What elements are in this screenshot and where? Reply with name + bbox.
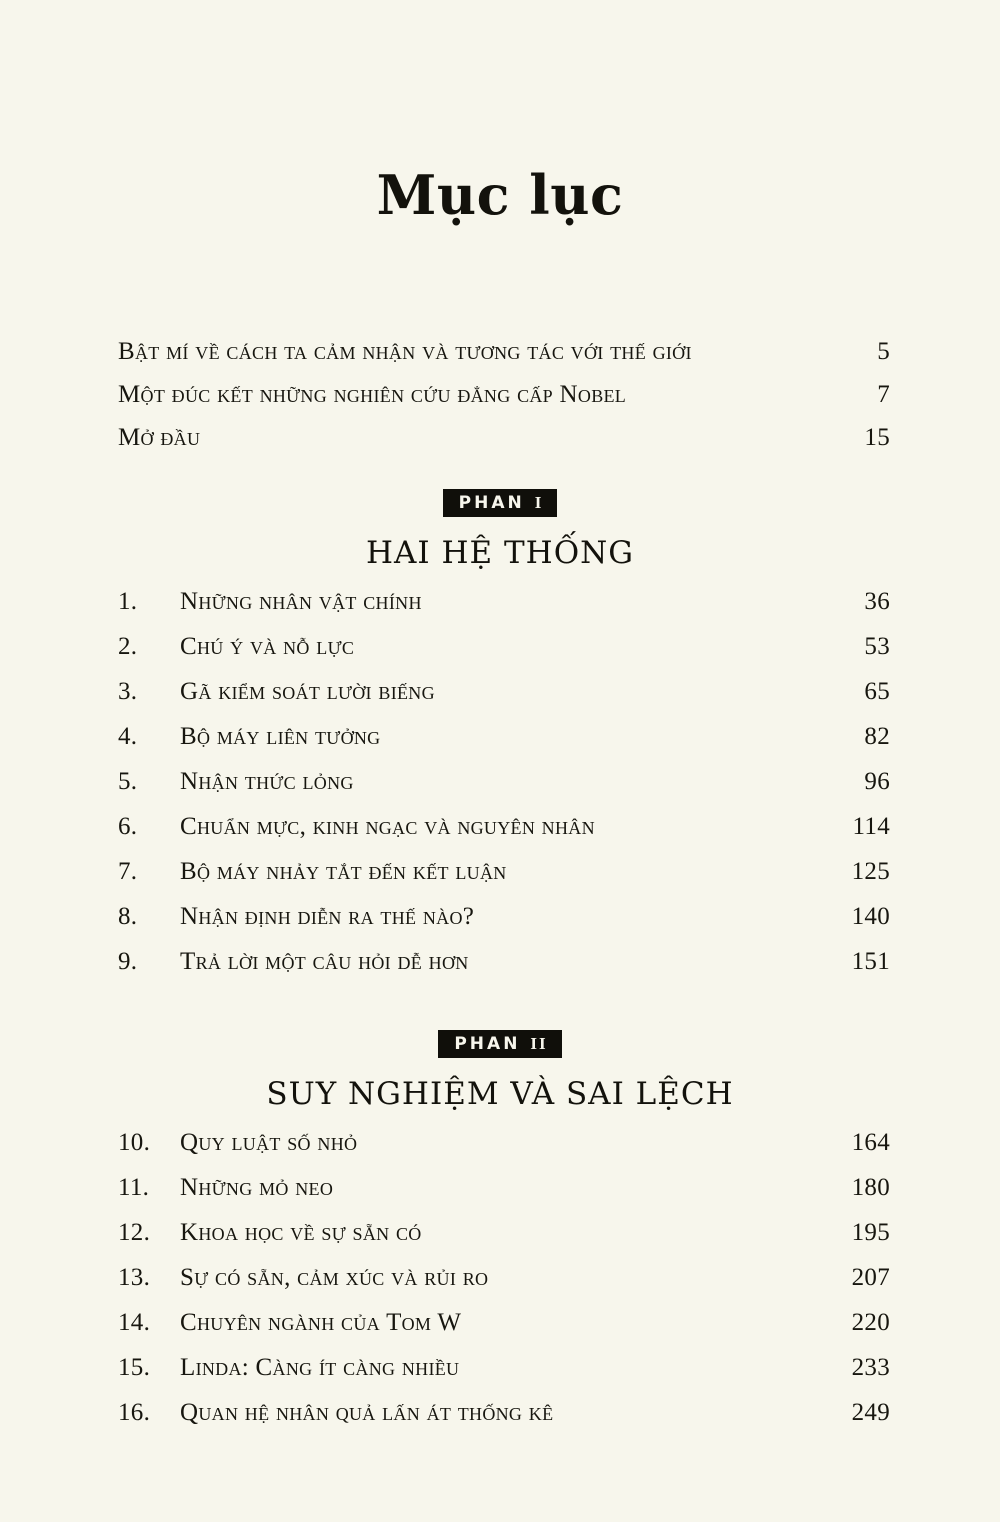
entry-label: Gã kiểm soát lười biếng <box>180 678 435 705</box>
part-title: HAI HỆ THỐNG <box>365 535 635 571</box>
entry-number: 9. <box>118 948 138 975</box>
entry-label: Những nhân vật chính <box>180 588 422 615</box>
table-row[interactable] <box>110 1345 890 1390</box>
part-badge-numeral: I <box>534 493 544 512</box>
table-row[interactable] <box>110 1390 890 1435</box>
entry-page-number: 180 <box>851 1174 890 1201</box>
entry-label: Trả lời một câu hỏi dễ hơn <box>180 948 469 975</box>
entry-page-number: 164 <box>851 1129 890 1156</box>
part-badge <box>438 1030 561 1058</box>
table-row[interactable] <box>110 894 890 939</box>
part-2-entries <box>110 1120 890 1435</box>
entry-number: 13. <box>118 1264 151 1291</box>
table-row[interactable] <box>110 669 890 714</box>
entry-number: 4. <box>118 723 138 750</box>
entry-label: Mở đầu <box>118 424 201 451</box>
entry-label: Một đúc kết những nghiên cứu đẳng cấp Nobel <box>118 381 627 408</box>
entry-page-number: 36 <box>864 588 890 615</box>
table-row[interactable] <box>110 759 890 804</box>
entry-page-number: 151 <box>851 948 890 975</box>
entry-number: 14. <box>118 1309 151 1336</box>
entry-number: 3. <box>118 678 138 705</box>
entry-number: 10. <box>118 1129 151 1156</box>
entry-label: Bộ máy nhảy tắt đến kết luận <box>180 858 507 885</box>
table-row[interactable] <box>110 939 890 984</box>
entry-number: 2. <box>118 633 138 660</box>
entry-label: Bật mí về cách ta cảm nhận và tương tác với thế giới <box>118 338 692 365</box>
entry-page-number: 96 <box>864 768 890 795</box>
entry-number: 7. <box>118 858 138 885</box>
entry-number: 1. <box>118 588 138 615</box>
entry-label: Nhận thức lỏng <box>180 768 354 795</box>
entry-label: Chuẩn mực, kinh ngạc và nguyên nhân <box>180 813 595 840</box>
entry-label: Quan hệ nhân quả lấn át thống kê <box>180 1399 554 1426</box>
table-row[interactable] <box>110 804 890 849</box>
entry-page-number: 125 <box>851 858 890 885</box>
entry-number: 15. <box>118 1354 151 1381</box>
entry-page-number: 195 <box>851 1219 890 1246</box>
entry-page-number: 220 <box>851 1309 890 1336</box>
entry-number: 5. <box>118 768 138 795</box>
entry-label: Những mỏ neo <box>180 1174 334 1201</box>
entry-page-number: 5 <box>877 338 890 365</box>
entry-label: Linda: Càng ít càng nhiều <box>180 1354 460 1381</box>
entry-number: 16. <box>118 1399 151 1426</box>
entry-page-number: 207 <box>851 1264 890 1291</box>
table-row[interactable] <box>110 1210 890 1255</box>
list-item[interactable] <box>110 416 890 459</box>
entry-page-number: 7 <box>877 381 890 408</box>
entry-label: Khoa học về sự sẵn có <box>180 1219 422 1246</box>
table-row[interactable] <box>110 714 890 759</box>
part-title: SUY NGHIỆM VÀ SAI LỆCH <box>266 1076 734 1112</box>
part-badge <box>443 489 558 517</box>
front-matter-list <box>110 330 890 459</box>
table-row[interactable] <box>110 624 890 669</box>
table-row[interactable] <box>110 1165 890 1210</box>
part-1-entries <box>110 579 890 984</box>
entry-number: 8. <box>118 903 138 930</box>
entry-label: Quy luật số nhỏ <box>180 1129 358 1156</box>
entry-page-number: 53 <box>864 633 890 660</box>
entry-label: Bộ máy liên tưởng <box>180 723 381 750</box>
part-header-1 <box>110 489 890 571</box>
part-badge-label: PHAN <box>454 1034 521 1054</box>
entry-label: Chuyên ngành của Tom W <box>180 1309 462 1336</box>
list-item[interactable] <box>110 373 890 416</box>
table-row[interactable] <box>110 1255 890 1300</box>
entry-page-number: 114 <box>852 813 890 840</box>
table-of-contents <box>110 330 890 1435</box>
part-badge-numeral: II <box>530 1034 548 1053</box>
table-row[interactable] <box>110 579 890 624</box>
entry-page-number: 140 <box>851 903 890 930</box>
entry-page-number: 82 <box>864 723 890 750</box>
entry-page-number: 65 <box>864 678 890 705</box>
entry-number: 12. <box>118 1219 151 1246</box>
entry-number: 6. <box>118 813 138 840</box>
page-title: Mục lục <box>376 163 624 227</box>
table-row[interactable] <box>110 849 890 894</box>
list-item[interactable] <box>110 330 890 373</box>
entry-page-number: 233 <box>851 1354 890 1381</box>
part-badge-label: PHAN <box>458 493 525 513</box>
entry-page-number: 249 <box>851 1399 890 1426</box>
entry-label: Nhận định diễn ra thế nào? <box>180 903 475 930</box>
part-header-2 <box>110 1030 890 1112</box>
entry-label: Sự có sẵn, cảm xúc và rủi ro <box>180 1264 489 1291</box>
entry-page-number: 15 <box>864 424 890 451</box>
table-row[interactable] <box>110 1120 890 1165</box>
entry-number: 11. <box>118 1174 150 1201</box>
table-row[interactable] <box>110 1300 890 1345</box>
entry-label: Chú ý và nỗ lực <box>180 633 355 660</box>
